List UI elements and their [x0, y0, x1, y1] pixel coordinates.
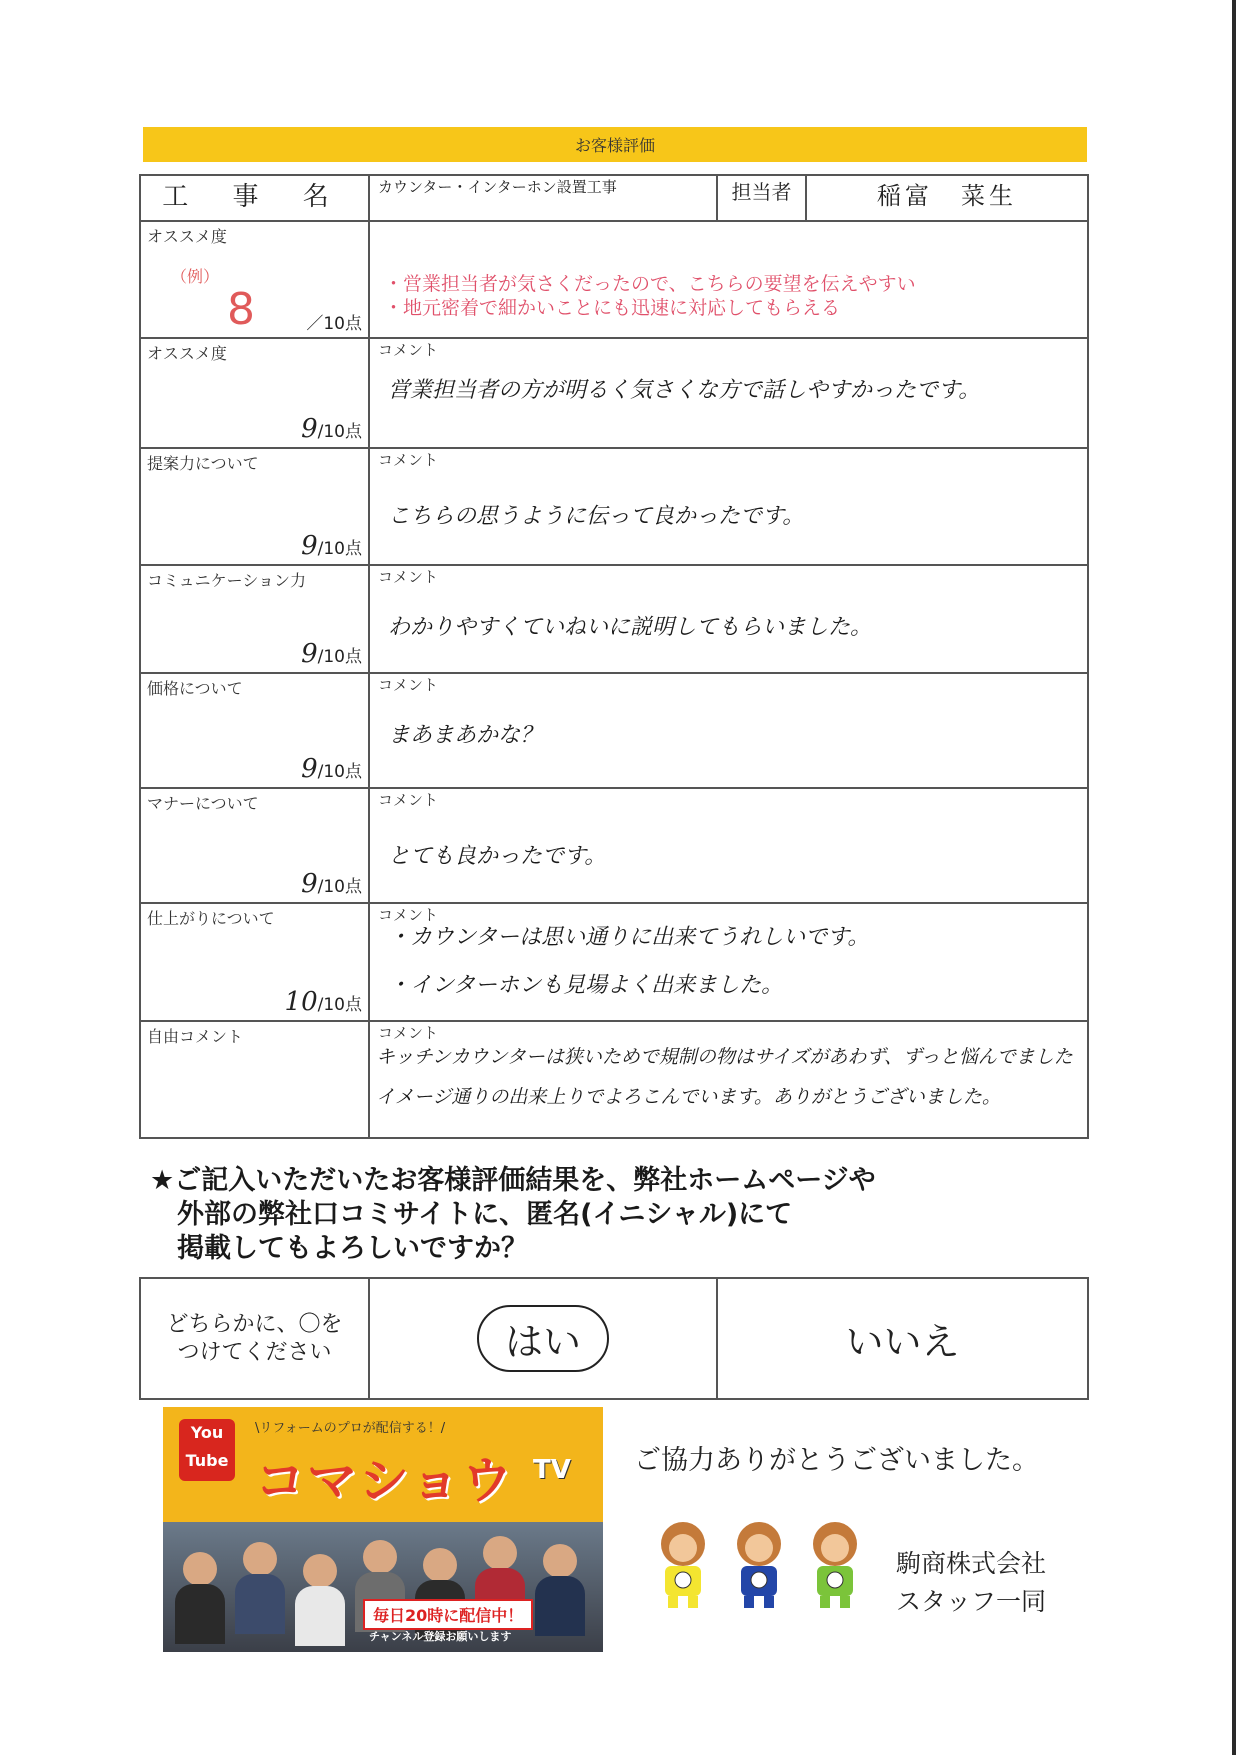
mascot-yellow-icon	[648, 1518, 718, 1610]
consent-line-2: 外部の弊社口コミサイトに、匿名(イニシャル)にて	[150, 1199, 793, 1230]
page-edge	[1232, 0, 1236, 1755]
rating-comment-cell	[369, 788, 1088, 903]
thanks-message: ご協力ありがとうございました。	[634, 1445, 1039, 1476]
score-value: 9	[301, 414, 318, 444]
rating-comment-cell	[369, 903, 1088, 1021]
form-title: お客様評価	[574, 136, 655, 155]
criterion-label: 仕上がりについて	[147, 909, 275, 928]
rating-comment-cell	[369, 565, 1088, 673]
form-title-bar	[143, 127, 1087, 162]
free-comment-row	[140, 1021, 1088, 1138]
consent-yes-cell[interactable]	[369, 1278, 717, 1399]
comment-text: とても良かったです。	[388, 844, 607, 869]
score-suffix: /10点	[317, 762, 362, 782]
criterion-label: 提案力について	[147, 454, 259, 473]
comment-text: 営業担当者の方が明るく気さくな方で話しやすかったです。	[388, 378, 981, 403]
work-name: カウンター・インターホン設置工事	[369, 175, 717, 221]
rating-criterion-cell	[140, 673, 369, 788]
free-comment-label: 自由コメント	[147, 1027, 244, 1046]
consent-no-option[interactable]: いいえ	[845, 1320, 960, 1364]
staff-name: 稲富 菜生	[806, 175, 1088, 221]
company-staff: スタッフ一同	[896, 1587, 1047, 1616]
criterion-label: マナーについて	[147, 794, 259, 813]
youtube-logo-line-1: You	[190, 1423, 224, 1442]
score-value: 9	[301, 639, 318, 669]
consent-instruction-line-2: つけてください	[177, 1339, 332, 1365]
free-comment-line-1: キッチンカウンターは狭いためで規制の物はサイズがあわず、ずっと悩んでました	[376, 1046, 1073, 1068]
rating-row	[140, 673, 1088, 788]
score	[301, 531, 362, 561]
comment-text-2: ・インターホンも見場よく出来ました。	[388, 973, 784, 998]
consent-line-3: 掲載してもよろしいですか？	[150, 1233, 528, 1264]
criterion-label: コミュニケーション力	[147, 571, 307, 590]
banner-ticker: 毎日20時に配信中！	[363, 1599, 533, 1630]
free-comment-label-cell	[140, 1021, 369, 1138]
mascot-blue-icon	[724, 1518, 794, 1610]
rating-criterion-cell	[140, 448, 369, 565]
score	[301, 639, 362, 669]
consent-no-cell[interactable]	[717, 1278, 1088, 1399]
example-tag: （例）	[171, 267, 220, 286]
staff-label: 担当者	[717, 175, 806, 221]
work-row	[140, 175, 1088, 221]
youtube-logo	[179, 1419, 235, 1481]
criterion-label: オススメ度	[147, 344, 227, 363]
rating-comment-cell	[369, 673, 1088, 788]
rating-criterion-cell	[140, 788, 369, 903]
score-suffix: /10点	[317, 539, 362, 559]
banner-title: コマショウ	[255, 1452, 514, 1510]
banner-tv: TV	[533, 1455, 571, 1485]
mascot-green-icon	[800, 1518, 870, 1610]
youtube-banner[interactable]	[163, 1407, 603, 1652]
score-suffix: /10点	[317, 995, 362, 1015]
work-label: 工 事 名	[140, 175, 369, 221]
score-value: 9	[301, 869, 318, 899]
score	[301, 414, 362, 444]
consent-instruction-line-1: どちらかに、〇を	[166, 1311, 343, 1337]
score	[285, 987, 362, 1017]
rating-row	[140, 565, 1088, 673]
example-line-2: ・地元密着で細かいことにも迅速に対応してもらえる	[384, 297, 841, 319]
consent-line-1: ★ご記入いただいたお客様評価結果を、弊社ホームページや	[150, 1165, 876, 1196]
company-signature	[896, 1545, 1046, 1621]
comment-label: コメント	[378, 1024, 439, 1042]
free-comment-cell	[369, 1021, 1088, 1138]
score-suffix: /10点	[317, 877, 362, 897]
consent-yes-option[interactable]: はい	[477, 1305, 609, 1372]
banner-subtitle: \リフォームのプロが配信する！/	[255, 1421, 446, 1436]
banner-ticker-sub: チャンネル登録お願いします	[369, 1630, 512, 1643]
rating-row	[140, 788, 1088, 903]
rating-comment-cell	[369, 338, 1088, 448]
comment-text: まあまあかな？	[388, 723, 543, 748]
rating-criterion-cell	[140, 903, 369, 1021]
comment-label: コメント	[378, 906, 439, 924]
consent-question	[150, 1164, 876, 1266]
consent-instruction	[140, 1278, 369, 1399]
comment-text: こちらの思うように伝って良かったです。	[388, 504, 805, 529]
score-value: 10	[284, 987, 318, 1017]
score-suffix: /10点	[317, 647, 362, 667]
example-criterion-cell	[140, 221, 369, 338]
example-score: 8	[227, 284, 255, 335]
rating-criterion-cell	[140, 338, 369, 448]
rating-row	[140, 338, 1088, 448]
criterion-label: 価格について	[147, 679, 243, 698]
rating-row	[140, 903, 1088, 1021]
example-row	[140, 221, 1088, 338]
comment-label: コメント	[378, 568, 439, 586]
consent-table	[139, 1277, 1089, 1400]
score-suffix: /10点	[317, 422, 362, 442]
example-score-suffix: ／10点	[306, 314, 362, 334]
score-value: 9	[301, 531, 318, 561]
company-name: 駒商株式会社	[896, 1549, 1047, 1578]
score	[301, 869, 362, 899]
score-value: 9	[301, 754, 318, 784]
example-comment-cell	[369, 221, 1088, 338]
comment-text: わかりやすくていねいに説明してもらいました。	[388, 615, 873, 640]
example-criterion: オススメ度	[147, 227, 227, 246]
comment-label: コメント	[378, 791, 439, 809]
comment-text: ・カウンターは思い通りに出来てうれしいです。	[388, 925, 870, 950]
example-line-1: ・営業担当者が気さくだったので、こちらの要望を伝えやすい	[384, 273, 916, 295]
rating-criterion-cell	[140, 565, 369, 673]
comment-label: コメント	[378, 341, 439, 359]
comment-label: コメント	[378, 676, 439, 694]
rating-row	[140, 448, 1088, 565]
rating-comment-cell	[369, 448, 1088, 565]
free-comment-line-2: イメージ通りの出来上りでよろこんでいます。ありがとうございました。	[376, 1086, 1001, 1108]
score	[301, 754, 362, 784]
youtube-logo-line-2: Tube	[185, 1451, 229, 1470]
comment-label: コメント	[378, 451, 439, 469]
evaluation-table	[139, 174, 1089, 1139]
